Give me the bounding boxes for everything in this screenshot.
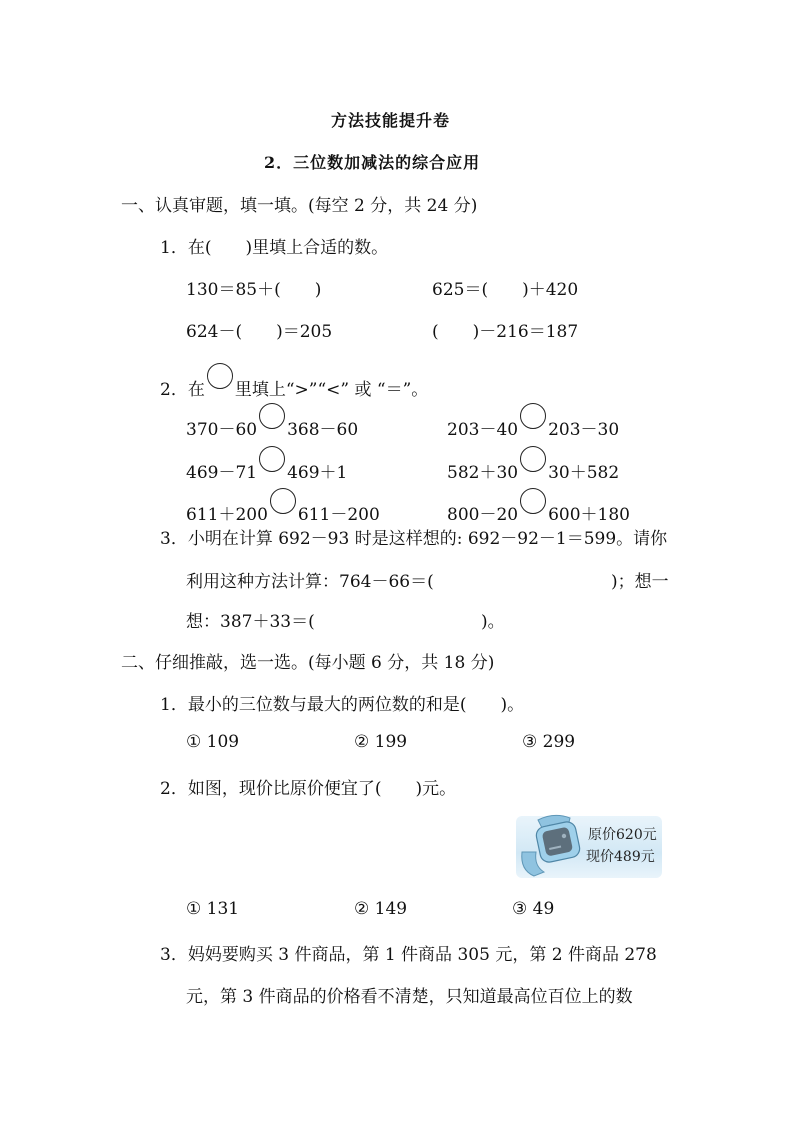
smartwatch-icon	[516, 812, 586, 882]
expr: 800－20	[447, 505, 519, 525]
s1-q3-line3a: 想：387＋33＝(	[186, 612, 315, 632]
answer-circle[interactable]	[520, 403, 546, 429]
expr: 203－40	[447, 420, 519, 440]
expr: 611－200	[297, 505, 380, 525]
s1-q2-row3-left	[186, 488, 380, 525]
expr: 370－60	[186, 420, 258, 440]
s1-q2-row2-right	[447, 446, 619, 483]
s2-q1-option-2[interactable]: ② 199	[354, 732, 408, 752]
s2-q1-option-1[interactable]: ① 109	[186, 732, 240, 752]
original-price-label: 原价620元	[588, 827, 657, 843]
page-subtitle: 2．三位数加减法的综合应用	[264, 153, 481, 172]
watch-illustration	[516, 812, 666, 882]
s2-q3-line1: 3．妈妈要购买 3 件商品，第 1 件商品 305 元，第 2 件商品 278	[160, 945, 657, 965]
answer-circle[interactable]	[270, 488, 296, 514]
section1-heading: 一、认真审题，填一填。(每空 2 分，共 24 分)	[121, 196, 478, 216]
current-price-label: 现价489元	[586, 849, 655, 865]
s1-q1-prompt: 1．在( )里填上合适的数。	[160, 238, 389, 258]
s1-q2-row3-right	[447, 488, 630, 525]
s2-q2-option-1[interactable]: ① 131	[186, 899, 240, 919]
s2-q3-line2: 元，第 3 件商品的价格看不清楚，只知道最高位百位上的数	[186, 987, 633, 1007]
s2-q1-option-3[interactable]: ③ 299	[522, 732, 576, 752]
expr: 600＋180	[548, 505, 630, 525]
s1-q2-row2-left	[186, 446, 347, 483]
expr: 368－60	[287, 420, 359, 440]
s1-q2-prompt-pre: 2．在	[160, 380, 205, 400]
s1-q3-line2a: 利用这种方法计算：764－66＝(	[186, 572, 434, 592]
page-title: 方法技能提升卷	[331, 111, 451, 130]
s1-q2-row1-right	[447, 403, 619, 440]
answer-circle[interactable]	[520, 446, 546, 472]
expr: 611＋200	[186, 505, 268, 525]
answer-circle[interactable]	[259, 446, 285, 472]
answer-circle[interactable]	[259, 403, 285, 429]
expr: 203－30	[548, 420, 620, 440]
s1-q1-eq-c: 624－( )＝205	[186, 322, 333, 342]
expr: 30＋582	[548, 463, 620, 483]
s1-q2-row1-left	[186, 403, 358, 440]
s1-q1-eq-b: 625＝( )＋420	[432, 280, 579, 300]
s1-q2-prompt	[160, 363, 428, 400]
expr: 582＋30	[447, 463, 519, 483]
s1-q3-line3b: )。	[481, 612, 505, 632]
s2-q1-prompt: 1．最小的三位数与最大的两位数的和是( )。	[160, 695, 525, 715]
section2-heading: 二、仔细推敲，选一选。(每小题 6 分，共 18 分)	[121, 653, 495, 673]
s1-q1-eq-d: ( )－216＝187	[432, 322, 579, 342]
s1-q1-eq-a: 130＝85＋( )	[186, 280, 322, 300]
s1-q3-line2b: )；想一	[611, 572, 669, 592]
expr: 469＋1	[287, 463, 348, 483]
s2-q2-prompt: 2．如图，现价比原价便宜了( )元。	[160, 779, 457, 799]
s1-q2-prompt-post: 里填上“>”“<” 或 “＝”。	[234, 380, 429, 400]
expr: 469－71	[186, 463, 258, 483]
answer-circle[interactable]	[520, 488, 546, 514]
s2-q2-option-3[interactable]: ③ 49	[512, 899, 555, 919]
s1-q3-line1: 3．小明在计算 692－93 时是这样想的: 692－92－1＝599。请你	[160, 529, 668, 549]
s2-q2-option-2[interactable]: ② 149	[354, 899, 408, 919]
compare-circle-icon	[207, 363, 233, 389]
